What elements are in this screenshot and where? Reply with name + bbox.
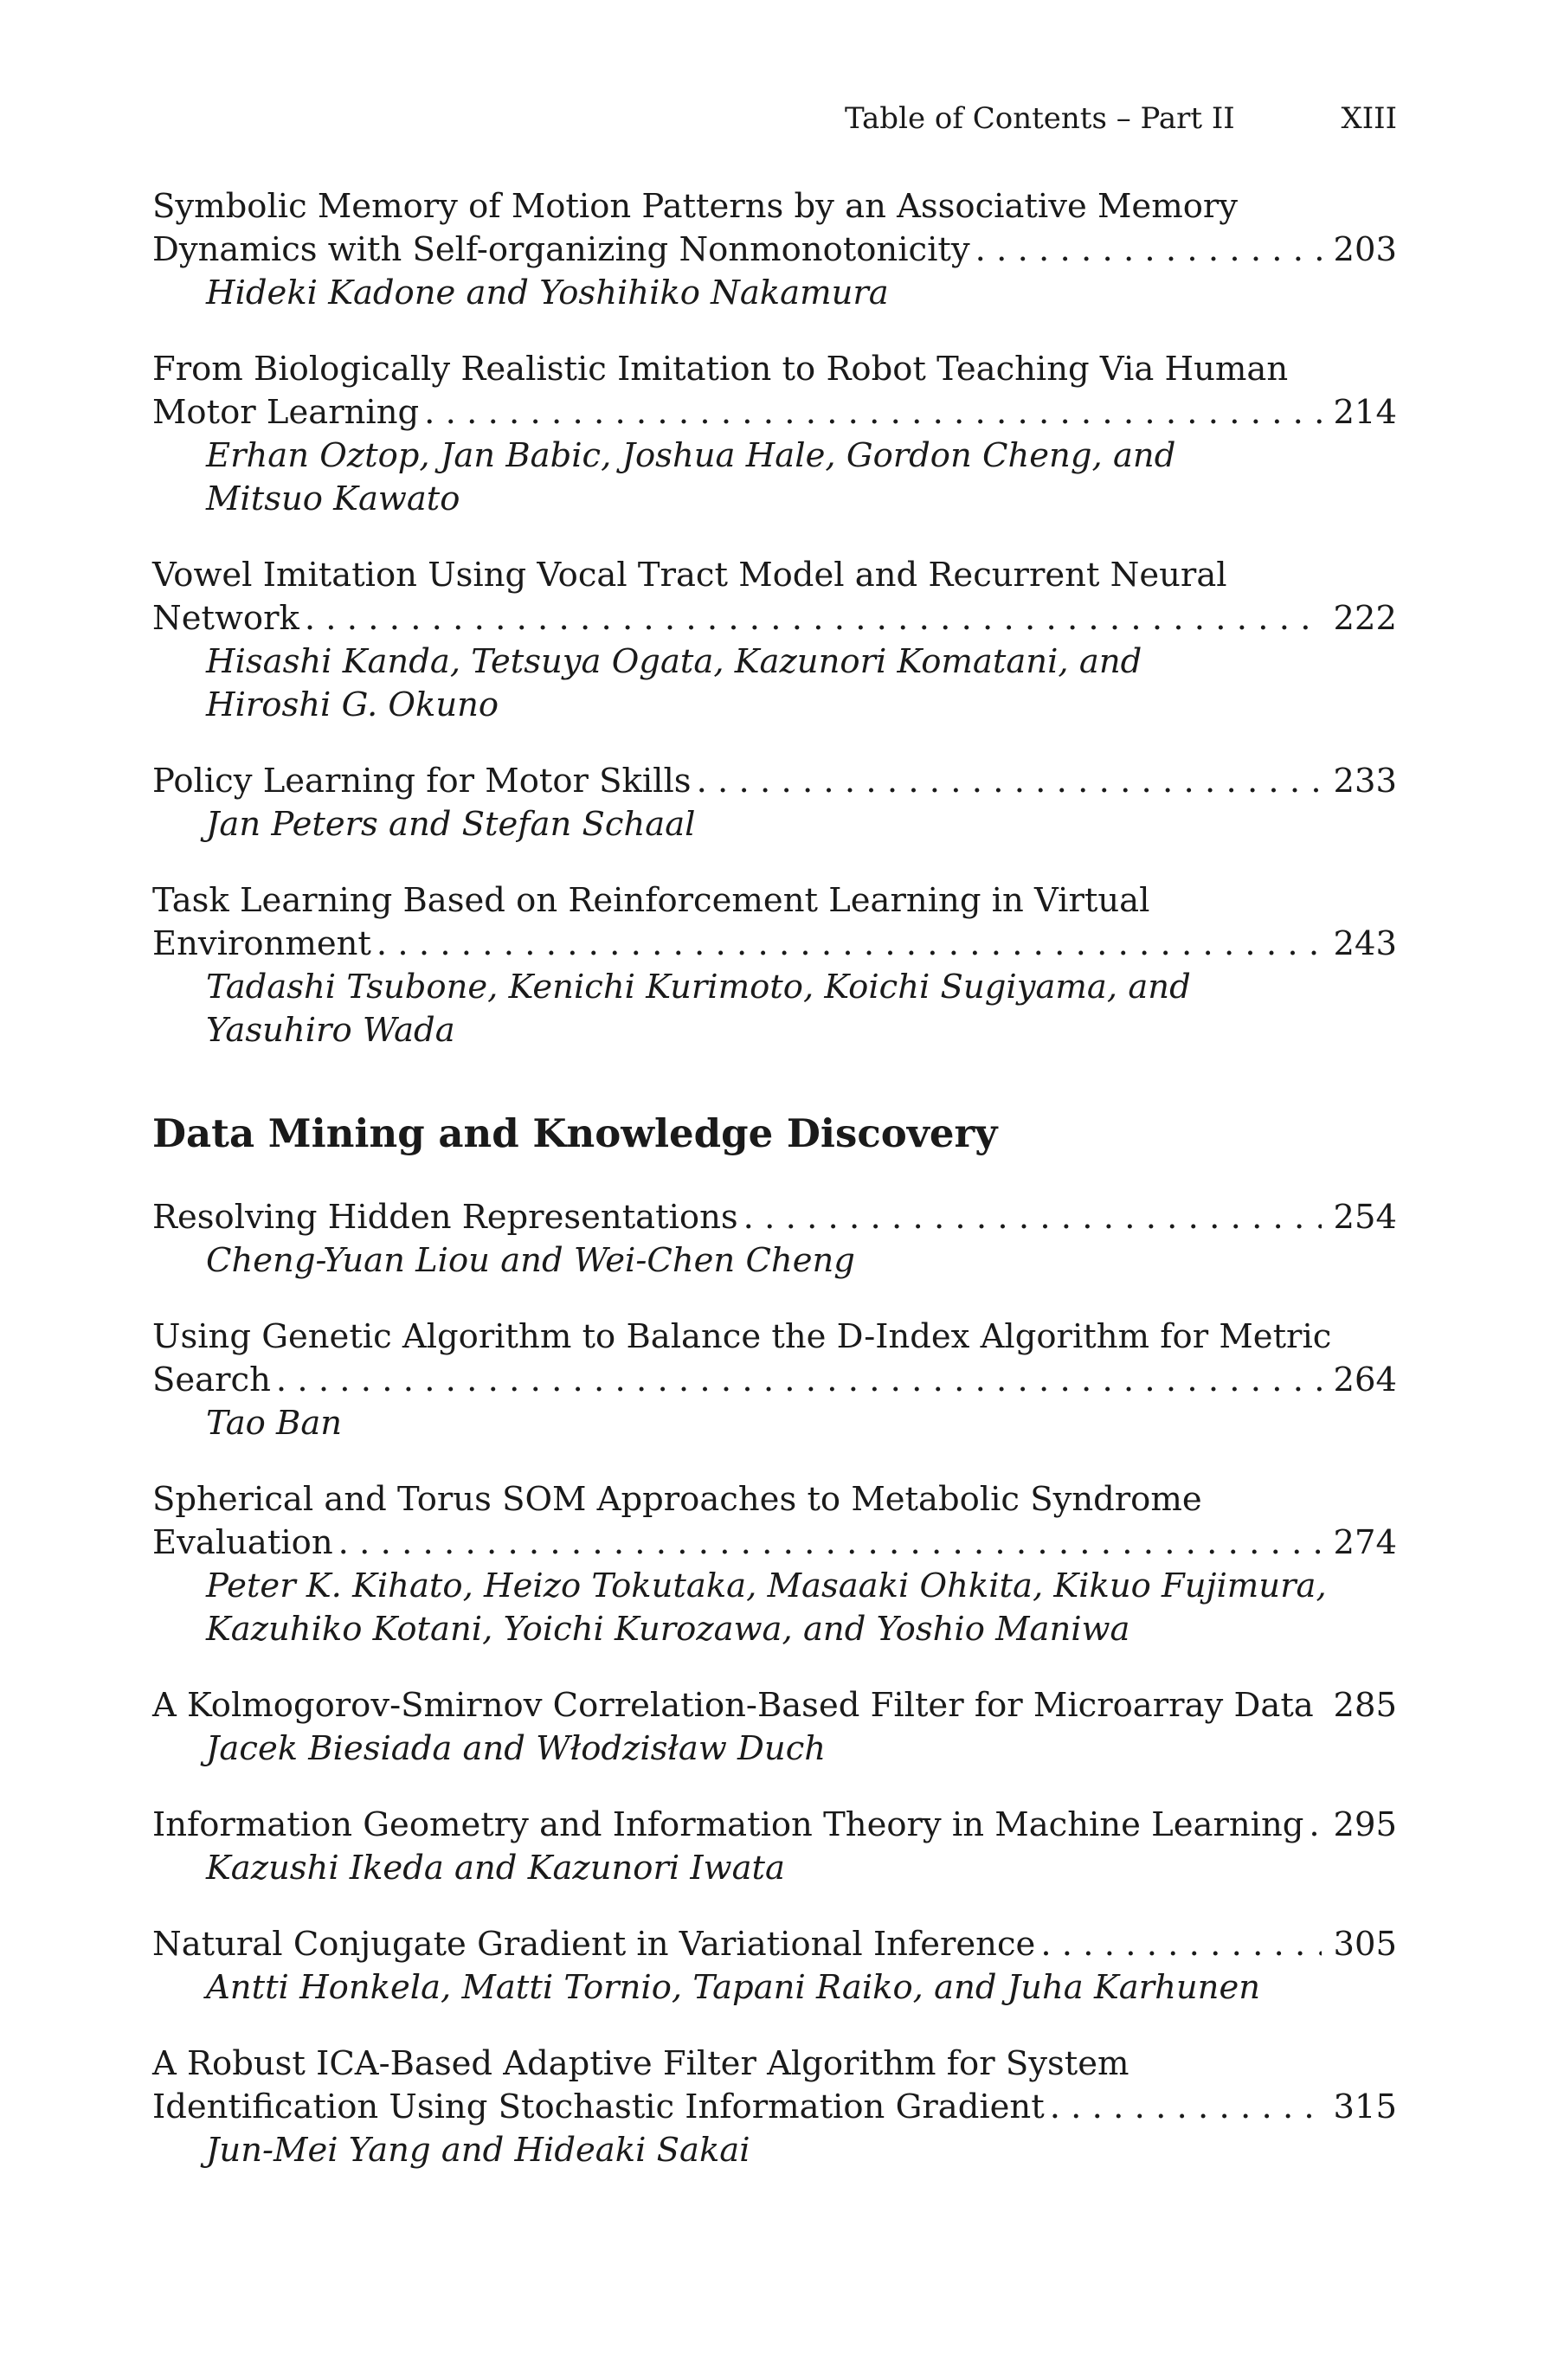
toc-entry[interactable] (152, 879, 1397, 1052)
entry-page-number: 254 (1333, 1198, 1397, 1237)
toc-entry[interactable] (152, 1923, 1397, 2010)
entry-title-line2-row (152, 2086, 1397, 2129)
entry-authors: Jan Peters and Stefan Schaal (206, 805, 696, 844)
entry-title-line1: Using Genetic Algorithm to Balance the D-Index Algorithm for Metric (152, 1317, 1332, 1356)
entry-title: Information Geometry and Information Theory in Machine Learning (152, 1805, 1304, 1844)
entry-title-line-row (152, 1923, 1397, 1966)
entry-page-number: 214 (1333, 393, 1397, 432)
section-heading: Data Mining and Knowledge Discovery (152, 1110, 998, 1156)
toc-entry[interactable] (152, 348, 1397, 521)
entry-title: Natural Conjugate Gradient in Variational Inference (152, 1925, 1036, 1964)
entry-title-line2: Environment (152, 924, 371, 963)
leader-dots (1319, 1684, 1322, 1727)
entry-title-line-row (152, 1196, 1397, 1239)
leader-dots (338, 1521, 1322, 1565)
toc-entry[interactable] (152, 1804, 1397, 1890)
running-head-page-number: XIII (1341, 101, 1397, 136)
entry-title-line2-row (152, 228, 1397, 272)
entry-page-number: 222 (1333, 599, 1397, 638)
leader-dots (975, 228, 1322, 272)
leader-dots (697, 760, 1322, 803)
entry-page-number: 264 (1333, 1360, 1397, 1399)
entry-title-line2-row (152, 923, 1397, 966)
entry-title-line1: Task Learning Based on Reinforcement Learning in Virtual (152, 881, 1150, 920)
entry-authors: Cheng-Yuan Liou and Wei-Chen Cheng (206, 1241, 855, 1280)
entry-title-line2: Evaluation (152, 1523, 333, 1562)
entry-title-line2-row (152, 597, 1397, 640)
entry-title: Resolving Hidden Representations (152, 1198, 738, 1237)
leader-dots (376, 923, 1322, 966)
entry-page-number: 305 (1333, 1925, 1397, 1964)
entry-title-line-row (152, 1684, 1397, 1727)
entry-title-line2-row (152, 391, 1397, 434)
toc-entry[interactable] (152, 1196, 1397, 1283)
leader-dots (1040, 1923, 1321, 1966)
entry-title-line-row (152, 1804, 1397, 1847)
entry-page-number: 233 (1333, 762, 1397, 801)
table-of-contents (152, 185, 1397, 2172)
toc-entry[interactable] (152, 1478, 1397, 1651)
entry-title-line2: Network (152, 599, 299, 638)
toc-entry[interactable] (152, 2042, 1397, 2172)
entry-page-number: 243 (1333, 924, 1397, 963)
entry-authors: Antti Honkela, Matti Tornio, Tapani Raiko, and Juha Karhunen (206, 1968, 1261, 2007)
entry-authors: Jacek Biesiada and Włodzisław Duch (206, 1729, 827, 1768)
entry-page-number: 274 (1333, 1523, 1397, 1562)
running-head (845, 97, 1397, 140)
entry-title: Policy Learning for Motor Skills (152, 762, 692, 801)
entry-title-line1: From Biologically Realistic Imitation to Robot Teaching Via Human (152, 350, 1289, 389)
entry-authors: Kazushi Ikeda and Kazunori Iwata (206, 1849, 785, 1888)
leader-dots (1309, 1804, 1321, 1847)
entry-title: A Kolmogorov-Smirnov Correlation-Based Filter for Microarray Data (152, 1686, 1314, 1725)
entry-title-line1: A Robust ICA-Based Adaptive Filter Algorithm for System (152, 2044, 1129, 2083)
entry-authors: Jun-Mei Yang and Hideaki Sakai (206, 2131, 750, 2170)
entry-page-number: 285 (1333, 1686, 1397, 1725)
entry-title-line2: Motor Learning (152, 393, 420, 432)
entry-page-number: 315 (1333, 2087, 1397, 2126)
entry-title-line-row (152, 760, 1397, 803)
entry-title-line1: Vowel Imitation Using Vocal Tract Model and Recurrent Neural (152, 556, 1227, 595)
toc-entry[interactable] (152, 1315, 1397, 1445)
entry-title-line2: Search (152, 1360, 271, 1399)
toc-entry[interactable] (152, 185, 1397, 315)
entry-title-line1: Spherical and Torus SOM Approaches to Metabolic Syndrome (152, 1480, 1202, 1519)
running-head-title: Table of Contents – Part II (845, 101, 1235, 136)
leader-dots (743, 1196, 1322, 1239)
entry-authors: Hideki Kadone and Yoshihiko Nakamura (206, 273, 889, 312)
entry-title-line2: Identification Using Stochastic Information Gradient (152, 2087, 1045, 2126)
entry-page-number: 295 (1333, 1805, 1397, 1844)
entry-title-line1: Symbolic Memory of Motion Patterns by an Associative Memory (152, 187, 1239, 226)
toc-entry[interactable] (152, 760, 1397, 846)
entry-authors: Erhan Oztop, Jan Babic, Joshua Hale, Gordon Cheng, and Mitsuo Kawato (206, 436, 1176, 518)
entry-authors: Tadashi Tsubone, Kenichi Kurimoto, Koichi Sugiyama, and Yasuhiro Wada (206, 968, 1191, 1050)
entry-title-line2-row (152, 1521, 1397, 1565)
leader-dots (1050, 2086, 1322, 2129)
entry-title-line2: Dynamics with Self-organizing Nonmonotonicity (152, 230, 970, 269)
entry-authors: Hisashi Kanda, Tetsuya Ogata, Kazunori Komatani, and Hiroshi G. Okuno (206, 642, 1142, 724)
entry-authors: Peter K. Kihato, Heizo Tokutaka, Masaaki Ohkita, Kikuo Fujimura, Kazuhiko Kotani, Yoichi Kurozawa, and Yoshio Maniwa (206, 1566, 1327, 1649)
leader-dots (305, 597, 1322, 640)
toc-entry[interactable] (152, 1684, 1397, 1771)
leader-dots (276, 1359, 1322, 1402)
toc-entry[interactable] (152, 554, 1397, 727)
entry-authors: Tao Ban (206, 1404, 343, 1443)
entry-page-number: 203 (1333, 230, 1397, 269)
entry-title-line2-row (152, 1359, 1397, 1402)
leader-dots (424, 391, 1321, 434)
